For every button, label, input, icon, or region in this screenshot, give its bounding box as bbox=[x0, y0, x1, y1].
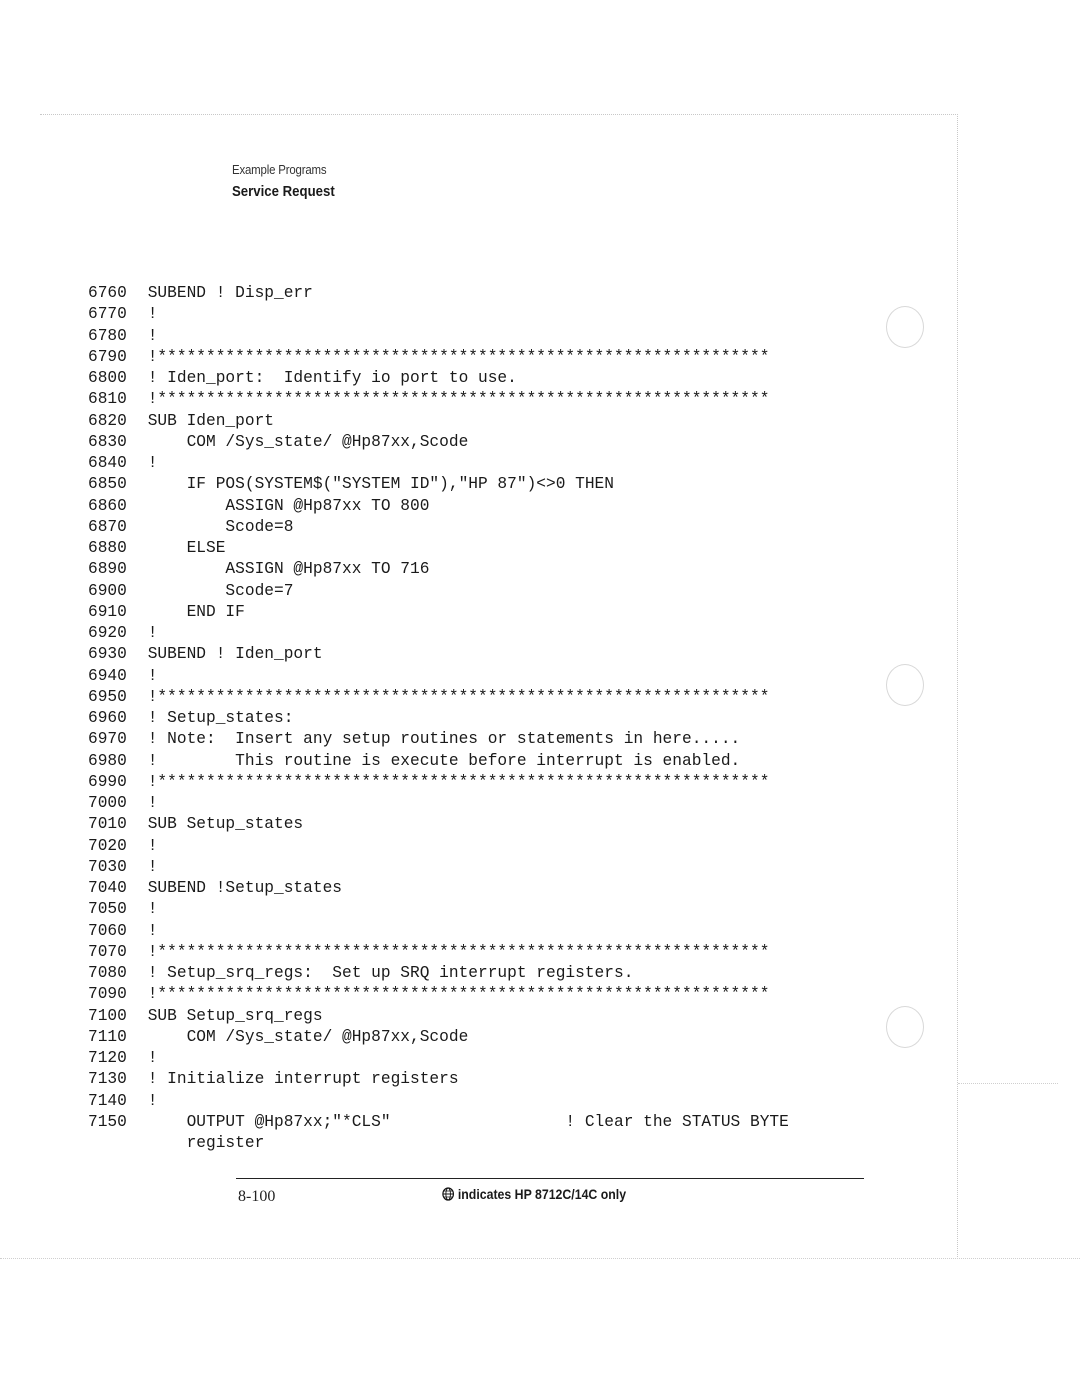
code-line bbox=[88, 474, 789, 495]
line-number: 6760 bbox=[88, 284, 127, 302]
code-line bbox=[88, 708, 789, 729]
line-number: 6830 bbox=[88, 432, 127, 451]
code-line bbox=[88, 857, 789, 878]
code-text: SUB Setup_states bbox=[138, 815, 304, 834]
line-number: 6980 bbox=[88, 751, 127, 770]
code-line bbox=[88, 1006, 789, 1027]
code-text: ! Initialize interrupt registers bbox=[138, 1070, 459, 1089]
line-number: 7020 bbox=[88, 836, 127, 855]
code-line bbox=[88, 666, 789, 687]
line-number: 6910 bbox=[88, 602, 127, 621]
code-line bbox=[88, 453, 789, 474]
code-text: IF POS(SYSTEM$("SYSTEM ID"),"HP 87")<>0 THEN bbox=[138, 475, 614, 494]
code-text: ! bbox=[138, 326, 158, 345]
code-text: ! Iden_port: Identify io port to use. bbox=[138, 369, 517, 387]
code-listing bbox=[88, 283, 789, 1154]
code-line bbox=[88, 368, 789, 389]
code-text: ! bbox=[138, 454, 158, 472]
code-line bbox=[88, 1133, 789, 1154]
code-text: SUB Setup_srq_regs bbox=[138, 1006, 323, 1025]
code-text: ELSE bbox=[138, 539, 226, 557]
line-number: 7010 bbox=[88, 815, 127, 834]
code-line bbox=[88, 793, 789, 814]
line-number: 7110 bbox=[88, 1027, 127, 1046]
code-text: ! bbox=[138, 1049, 158, 1067]
code-line bbox=[88, 772, 789, 793]
code-line bbox=[88, 1091, 789, 1112]
code-text: Scode=8 bbox=[138, 517, 294, 536]
line-number: 6860 bbox=[88, 496, 127, 515]
code-line bbox=[88, 602, 789, 623]
code-text: ! bbox=[138, 305, 158, 324]
line-number: 7030 bbox=[88, 857, 127, 876]
line-number: 7050 bbox=[88, 900, 127, 919]
line-number: 6870 bbox=[88, 517, 127, 536]
line-number: 7100 bbox=[88, 1006, 127, 1025]
code-line bbox=[88, 496, 789, 517]
code-text: ! bbox=[138, 921, 158, 940]
code-line bbox=[88, 751, 789, 772]
footer-rule bbox=[236, 1178, 864, 1179]
code-line bbox=[88, 389, 789, 410]
binder-hole-bottom bbox=[886, 1006, 924, 1048]
line-number: 7070 bbox=[88, 942, 127, 961]
line-number: 6940 bbox=[88, 666, 127, 685]
scan-edge-top bbox=[40, 114, 958, 115]
code-line bbox=[88, 878, 789, 899]
code-text: !*************************************************************** bbox=[138, 772, 770, 791]
code-line bbox=[88, 1027, 789, 1048]
code-text: ! Note: Insert any setup routines or statements in here..... bbox=[138, 730, 741, 749]
line-number: 7090 bbox=[88, 985, 127, 1004]
code-text: ! bbox=[138, 836, 158, 855]
line-number: 6960 bbox=[88, 709, 127, 727]
line-number: 6820 bbox=[88, 411, 127, 430]
line-number: 6880 bbox=[88, 539, 127, 557]
binder-hole-middle bbox=[886, 664, 924, 706]
scan-edge-bottom bbox=[0, 1258, 1080, 1259]
code-line bbox=[88, 942, 789, 963]
line-number: 6850 bbox=[88, 475, 127, 494]
code-line bbox=[88, 559, 789, 580]
code-line bbox=[88, 921, 789, 942]
code-line bbox=[88, 432, 789, 453]
code-text: Scode=7 bbox=[138, 581, 294, 600]
code-line bbox=[88, 899, 789, 920]
code-line bbox=[88, 984, 789, 1005]
page-number: 8-100 bbox=[238, 1188, 276, 1205]
code-text: ! bbox=[138, 624, 158, 642]
footer-note bbox=[442, 1186, 626, 1202]
line-number: 6970 bbox=[88, 730, 127, 749]
code-text: OUTPUT @Hp87xx;"*CLS" ! Clear the STATUS BYTE bbox=[138, 1112, 789, 1131]
running-header bbox=[232, 162, 349, 200]
line-number: 7080 bbox=[88, 964, 127, 982]
code-text: COM /Sys_state/ @Hp87xx,Scode bbox=[138, 1027, 469, 1046]
line-number: 7130 bbox=[88, 1070, 127, 1089]
line-number: 6920 bbox=[88, 624, 127, 642]
code-line bbox=[88, 1048, 789, 1069]
code-line bbox=[88, 814, 789, 835]
footer-note-text: indicates HP 8712C/14C only bbox=[457, 1186, 627, 1202]
section-title: Example Programs bbox=[232, 162, 327, 177]
code-text: ! Setup_states: bbox=[138, 709, 294, 727]
line-number: 6840 bbox=[88, 454, 127, 472]
code-text: COM /Sys_state/ @Hp87xx,Scode bbox=[138, 432, 469, 451]
code-line bbox=[88, 581, 789, 602]
code-line bbox=[88, 687, 789, 708]
line-number: 7140 bbox=[88, 1091, 127, 1110]
code-text: ! bbox=[138, 666, 158, 685]
code-text: SUBEND ! Iden_port bbox=[138, 645, 323, 664]
code-line bbox=[88, 304, 789, 325]
code-text: !*************************************************************** bbox=[138, 942, 770, 961]
code-text: !*************************************************************** bbox=[138, 390, 770, 409]
code-text: ! Setup_srq_regs: Set up SRQ interrupt registers. bbox=[138, 964, 634, 982]
line-number: 6810 bbox=[88, 390, 127, 409]
code-line bbox=[88, 836, 789, 857]
code-text: SUBEND !Setup_states bbox=[138, 879, 342, 897]
subsection-title: Service Request bbox=[232, 183, 335, 200]
line-number: 7000 bbox=[88, 794, 127, 812]
code-text: ! bbox=[138, 857, 158, 876]
scan-edge-side bbox=[958, 1083, 1058, 1084]
scan-edge-right bbox=[957, 114, 958, 1259]
code-text: ! bbox=[138, 900, 158, 919]
code-line bbox=[88, 326, 789, 347]
code-text: !*************************************************************** bbox=[138, 347, 770, 366]
line-number: 6800 bbox=[88, 369, 127, 387]
line-number: 6950 bbox=[88, 687, 127, 706]
code-text: !*************************************************************** bbox=[138, 687, 770, 706]
globe-icon bbox=[442, 1187, 454, 1201]
code-line bbox=[88, 963, 789, 984]
code-text: ASSIGN @Hp87xx TO 800 bbox=[138, 496, 430, 515]
code-text: ASSIGN @Hp87xx TO 716 bbox=[138, 560, 430, 579]
line-number: 7150 bbox=[88, 1112, 127, 1131]
line-number: 6790 bbox=[88, 347, 127, 366]
code-line bbox=[88, 283, 789, 304]
line-number: 6780 bbox=[88, 326, 127, 345]
code-line bbox=[88, 1112, 789, 1133]
line-number: 7120 bbox=[88, 1049, 127, 1067]
code-line bbox=[88, 538, 789, 559]
code-line bbox=[88, 623, 789, 644]
code-text: ! bbox=[138, 1091, 158, 1110]
code-line bbox=[88, 411, 789, 432]
code-text: !*************************************************************** bbox=[138, 985, 770, 1004]
line-number: 7040 bbox=[88, 879, 127, 897]
line-number: 6770 bbox=[88, 305, 127, 324]
binder-hole-top bbox=[886, 306, 924, 348]
code-text: ! bbox=[138, 794, 158, 812]
code-line bbox=[88, 347, 789, 368]
code-text: SUBEND ! Disp_err bbox=[138, 284, 313, 302]
code-text: SUB Iden_port bbox=[138, 411, 274, 430]
code-text: END IF bbox=[138, 602, 245, 621]
line-number: 6990 bbox=[88, 772, 127, 791]
code-text: register bbox=[138, 1134, 265, 1152]
code-line bbox=[88, 729, 789, 750]
line-number: 6890 bbox=[88, 560, 127, 579]
line-number: 6930 bbox=[88, 645, 127, 664]
code-line bbox=[88, 517, 789, 538]
line-number: 7060 bbox=[88, 921, 127, 940]
line-number: 6900 bbox=[88, 581, 127, 600]
code-line bbox=[88, 644, 789, 665]
code-text: ! This routine is execute before interrupt is enabled. bbox=[138, 751, 741, 770]
code-line bbox=[88, 1069, 789, 1090]
